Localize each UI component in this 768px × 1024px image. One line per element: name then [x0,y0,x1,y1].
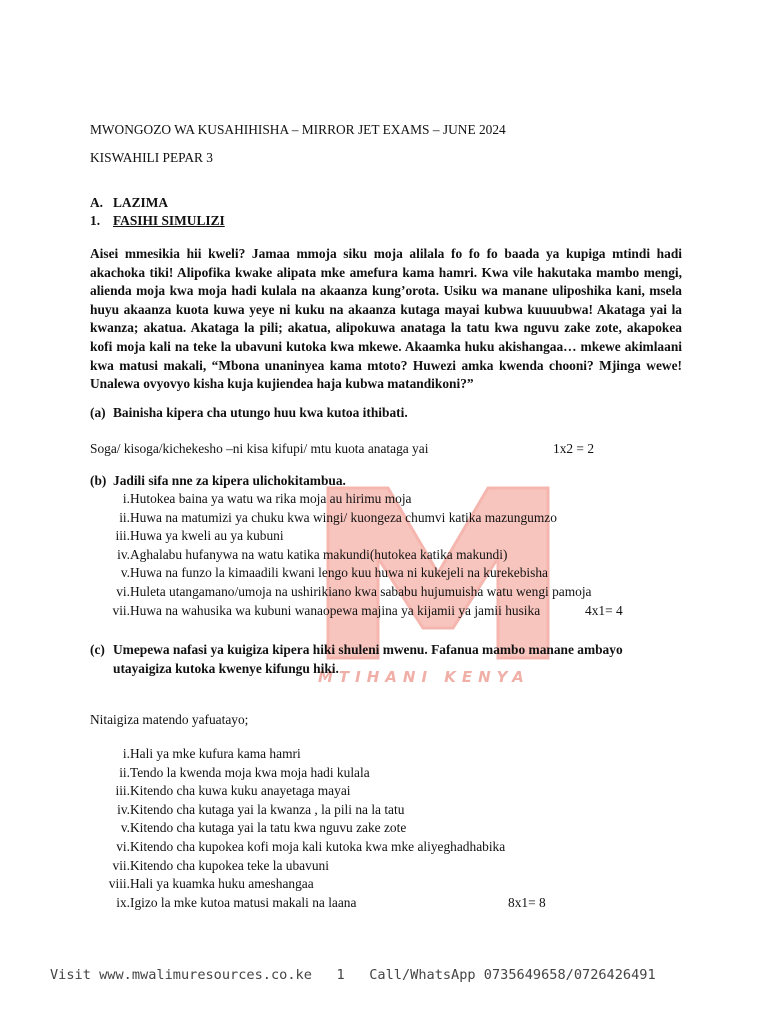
question-a-text: Bainisha kipera cha utungo huu kwa kutoa ithibati. [113,405,408,420]
list-item: vi. Huleta utangamano/umoja na ushirikiano kwa sababu hujumuisha watu wengi pamoja [116,583,592,599]
list-item: i. Hali ya mke kufura kama hamri [122,746,301,761]
list-item: iv. Aghalabu hufanywa na watu katika makundi(hutokea katika makundi) [117,546,508,562]
list-item: iii. Kitendo cha kuwa kuku anayetaga mayai [115,783,351,799]
list-item: vii. Kitendo cha kupokea teke la ubavuni [112,857,329,873]
list-item: v. Kitendo cha kutaga yai la tatu kwa nguvu zake zote [120,820,407,836]
list-item: iii. Huwa ya kweli au ya kubuni [115,528,284,544]
section-letter: A. [90,195,104,210]
list-item: ii. Tendo la kwenda moja kwa moja hadi kulala [119,764,370,780]
page-number: 1 [336,967,345,983]
question-c-score: 8x1= 8 [508,894,546,910]
page-footer [50,966,656,985]
question-a-label: (a) [90,405,106,420]
list-item: iv. Kitendo cha kutaga yai la kwanza , la pili na la tatu [117,801,405,817]
question-b-list [90,490,690,620]
list-item: viii. Hali ya kuamka huku ameshangaa [108,876,314,892]
subject-title: KISWAHILI PEPAR 3 [90,150,214,165]
question-c-intro: Nitaigiza matendo yafuatayo; [90,712,249,727]
question-c-label: (c) [90,642,105,657]
question-a-score: 1x2 = 2 [553,441,595,456]
question-b-text: Jadili sifa nne za kipera ulichokitambua. [113,473,346,488]
list-item: ii. Huwa na matumizi ya chuku kwa wingi/ kuongeza chumvi katika mazungumzo [119,509,557,525]
question-a-answer: Soga/ kisoga/kichekesho –ni kisa kifupi/ mtu kuota anataga yai [90,441,429,456]
story-passage: Aisei mmesikia hii kweli? Jamaa mmoja siku moja alilala fo fo fo baada ya kupiga mtindi hadi akachoka tiki! Alipofika kwake alipata mke amefura kama hamri. Kwa vile hakutaka mambo mengi, alienda moja kwa moja hadi kulala na akaanza kung’orota. Usiku wa manane uliposhika kani, msela huyu akaanza kuota kuwa yeye ni kuku na akaanza kutaga mayai kubwa kuuuubwa! Akataga yai la kwanza; akatua. Akataga la pili; akatua, alipokuwa anataga la tatu kwa nguvu zake zote, akapokea kofi moja kali na teke la ubavuni kutoka kwa mkewe. Akaamka huku akishangaa… mkewe akimlaani kwa matusi makali, “Mbona unaninyea kama mtoto? Huwezi amka kwenda chooni? Mjinga wewe! Unalewa ovyovyo kisha kuja kujiendea haja kubwa matandikoni?” [90,246,682,392]
footer-website[interactable]: Visit www.mwalimuresources.co.ke [50,967,312,983]
list-item: vi. Kitendo cha kupokea kofi moja kali kutoka kwa mke aliyeghadhabika [116,838,506,854]
list-item: vii. Huwa na wahusika wa kubuni wanaopewa majina ya kijamii ya jamii husika 4x1= 4 [90,602,690,621]
list-item: i. Hutokea baina ya watu wa rika moja au hirimu moja [122,491,412,506]
document-title: MWONGOZO WA KUSAHIHISHA – MIRROR JET EXAMS – JUNE 2024 [90,122,506,137]
watermark-text: MTIHANI KENYA [318,668,530,686]
question-b-label: (b) [90,473,107,488]
question-c-line1: Umepewa nafasi ya kuigiza kipera hiki shuleni mwenu. Fafanua mambo manane ambayo [113,642,623,657]
section-number: 1. [90,213,101,228]
list-item: v. Huwa na funzo la kimaadili kwani lengo kuu huwa ni kukejeli na kurekebisha [120,565,548,581]
section-name: LAZIMA [113,195,169,210]
list-item: ix. Igizo la mke kutoa matusi makali na laana 8x1= 8 [90,894,690,913]
question-c-line2: utayaigiza kutoka kwenye kifungu hiki. [113,661,339,676]
question-c-list [90,745,690,912]
footer-contact: Call/WhatsApp 0735649658/0726426491 [369,967,656,983]
section-topic: FASIHI SIMULIZI [113,213,225,228]
question-b-score: 4x1= 4 [585,602,623,618]
